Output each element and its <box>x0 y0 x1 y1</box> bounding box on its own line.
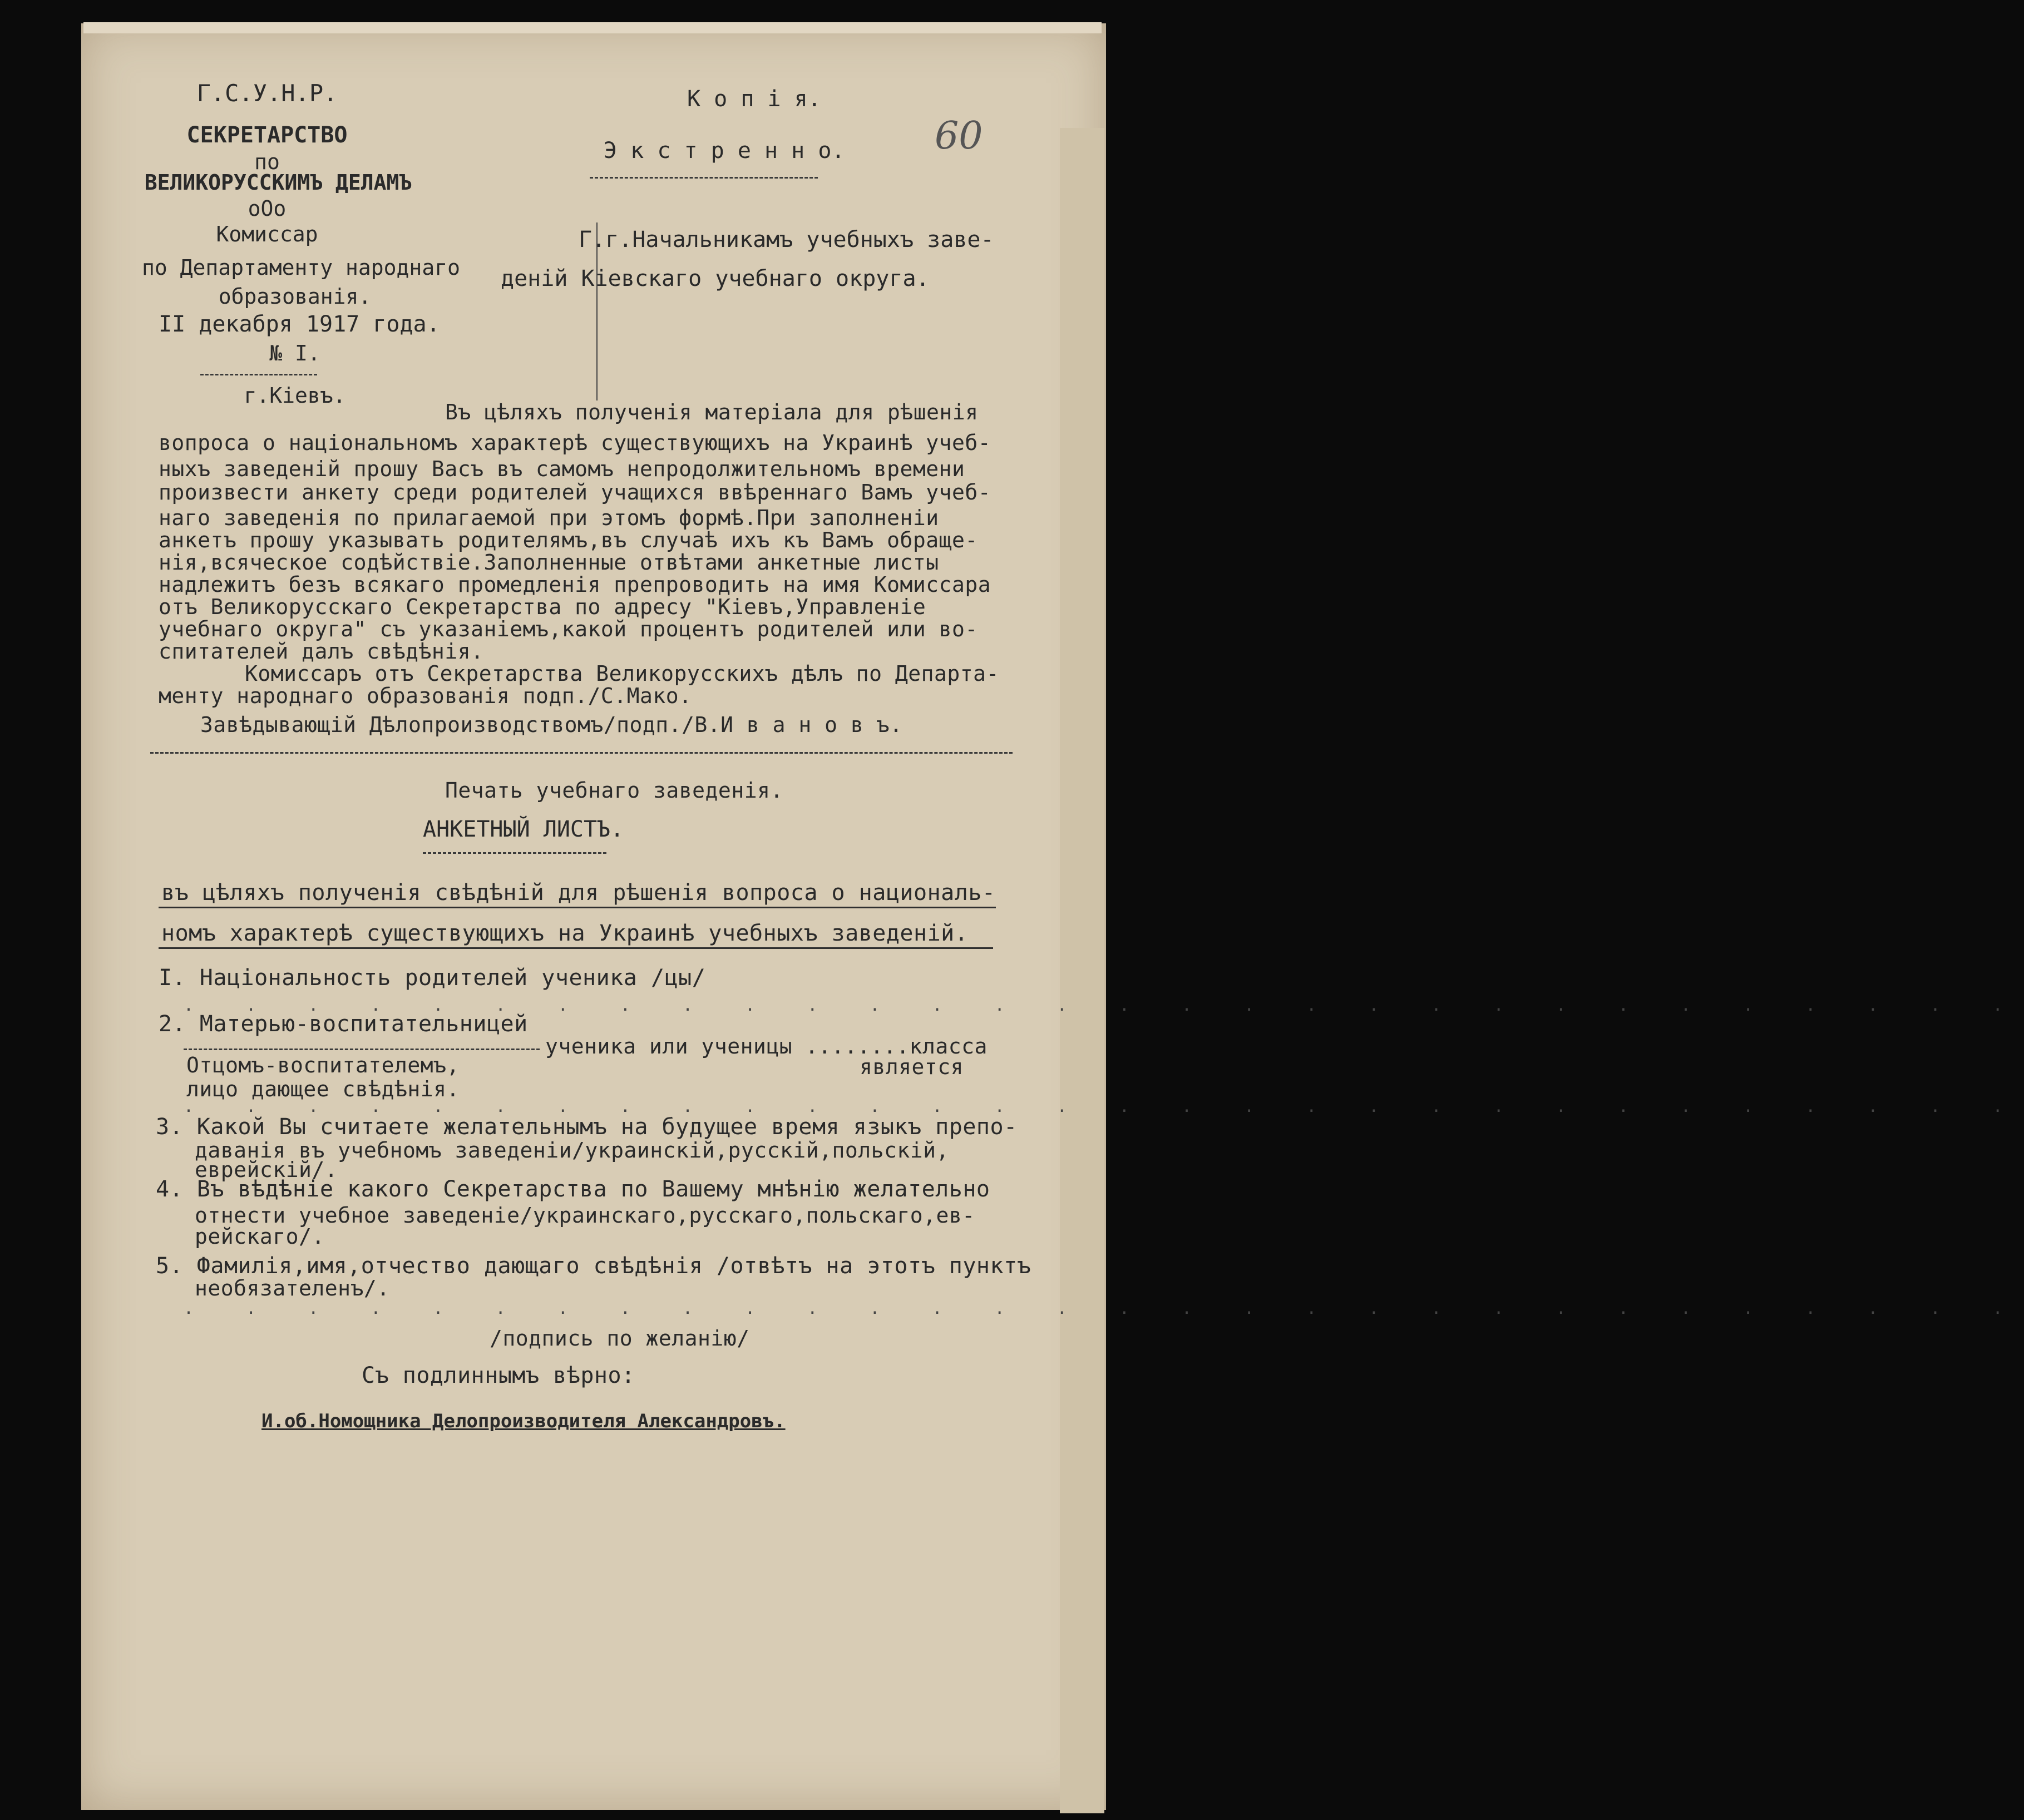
certified-label: Съ подлиннымъ вѣрно: <box>362 1363 635 1388</box>
question-2-dash <box>184 1049 540 1050</box>
question-5-cont: необязателенъ/. <box>195 1276 390 1300</box>
signature-note: /подпись по желанію/ <box>490 1326 750 1351</box>
letter-line: наго заведенія по прилагаемой при этомъ формѣ.При заполненіи <box>159 506 939 530</box>
header-department: по Департаменту народнаго <box>142 255 460 280</box>
question-2-mother: 2. Матерью-воспитательницей <box>159 1011 528 1037</box>
letter-line: вопроса о національномъ характерѣ существующихъ на Украинѣ учеб- <box>159 431 991 455</box>
header-ooo: оОо <box>248 196 287 221</box>
letter-line: ныхъ заведеній прошу Васъ въ самомъ непродолжительномъ времени <box>159 457 965 481</box>
letter-line: спитателей далъ свѣдѣнія. <box>159 639 484 664</box>
question-3: 3. Какой Вы считаете желательнымъ на будущее время языкъ препо- <box>156 1114 1018 1140</box>
question-3-cont: даванія въ учебномъ заведеніи/украинскій,русскій,польскій, <box>195 1138 949 1163</box>
form-purpose-2: номъ характерѣ существующихъ на Украинѣ учебныхъ заведеній. <box>161 921 969 946</box>
signature-commissar-cont: менту народнаго образованія подп./С.Мако. <box>159 684 692 708</box>
form-purpose-1: въ цѣляхъ полученія свѣдѣній для рѣшенія вопроса о националь- <box>161 880 996 906</box>
form-title-underline <box>423 852 606 854</box>
question-5: 5. Фамилія,имя,отчество дающаго свѣдѣнія /отвѣтъ на этотъ пунктъ <box>156 1253 1031 1279</box>
header-secretariat: СЕКРЕТАРСТВО <box>186 122 348 148</box>
header-date: II декабря 1917 года. <box>159 311 440 337</box>
question-2-person: лицо дающее свѣдѣнія. <box>186 1077 460 1101</box>
letter-line: нія,всяческое содѣйствіе.Заполненные отвѣтами анкетные листы <box>159 550 939 575</box>
answer-dots: . . . . . . . . . . . . . . . . . . . . . . . . . . . . . . <box>184 1097 2024 1116</box>
question-2-student: ученика или ученицы ........класса <box>545 1034 988 1059</box>
question-4-cont: отнести учебное заведеніе/украинскаго,русскаго,польскаго,ев- <box>195 1203 975 1228</box>
question-2-father: Отцомъ-воспитателемъ, <box>186 1053 460 1077</box>
question-4-cont-2: рейскаго/. <box>195 1224 325 1249</box>
form-purpose-underline-2 <box>159 947 993 949</box>
addressee-line-2: деній Кіевскаго учебнаго округа. <box>501 266 930 291</box>
section-divider <box>150 752 1013 754</box>
header-velikorusskim: ВЕЛИКОРУССКИМЪ ДЕЛАМЪ <box>144 170 412 195</box>
crease-mark <box>596 222 598 400</box>
urgent-label: Э к с т р е н н о. <box>604 138 845 164</box>
answer-dots: . . . . . . . . . . . . . . . . . . . . . . . . . . . . . . <box>184 996 2024 1015</box>
letter-line: надлежитъ безъ всякаго промедленія препроводить на имя Комиссара <box>159 572 991 597</box>
archive-folio-number: 60 <box>935 114 983 158</box>
header-city: г.Кіевъ. <box>244 383 346 408</box>
header-commissar: Комиссар <box>216 222 318 246</box>
addressee-line-1: Г.г.Начальникамъ учебныхъ заве- <box>579 227 994 253</box>
letter-line: Въ цѣляхъ полученія матеріала для рѣшенія <box>445 400 979 424</box>
header-org-code: Г.С.У.Н.Р. <box>196 80 338 107</box>
letter-line: отъ Великорусскаго Секретарства по адресу "Кіевъ,Управленіе <box>159 595 926 619</box>
signature-clerk: Завѣдывающій Дѣлопроизводствомъ/подп./В.И в а н о в ъ. <box>200 713 903 737</box>
stamp-place: Печать учебнаго заведенія. <box>445 778 783 803</box>
letter-line: анкетъ прошу указывать родителямъ,въ случаѣ ихъ къ Вамъ обраще- <box>159 528 978 552</box>
header-education: образованія. <box>218 284 372 309</box>
urgent-underline <box>590 177 818 179</box>
paper-edge <box>1060 128 1104 1813</box>
form-purpose-underline-1 <box>159 907 996 908</box>
answer-dots: . . . . . . . . . . . . . . . . . . . . . . . . . . . . . . <box>184 1299 2024 1318</box>
letter-line: учебнаго округа" съ указаніемъ,какой процентъ родителей или во- <box>159 617 978 641</box>
header-number: № I. <box>269 341 320 365</box>
question-3-cont-2: еврейскій/. <box>195 1158 338 1182</box>
signature-commissar: Комиссаръ отъ Секретарства Великорусскихъ дѣлъ по Департа- <box>245 661 999 686</box>
header-divider <box>200 374 317 375</box>
header-po: по <box>254 150 280 174</box>
question-4: 4. Въ вѣдѣніе какого Секретарства по Вашему мнѣнію желательно <box>156 1176 990 1202</box>
copy-label: К о п і я. <box>687 86 821 112</box>
form-title: АНКЕТНЫЙ ЛИСТЪ. <box>423 817 624 842</box>
question-2-is: является <box>860 1055 964 1079</box>
letter-line: произвести анкету среди родителей учащихся ввѣреннаго Вамъ учеб- <box>159 480 991 505</box>
certifier-signature: И.об.Номощника Делопроизводителя Александровъ. <box>261 1410 786 1432</box>
question-1: I. Національность родителей ученика /цы/ <box>159 965 706 991</box>
paper-top-edge <box>83 22 1102 33</box>
